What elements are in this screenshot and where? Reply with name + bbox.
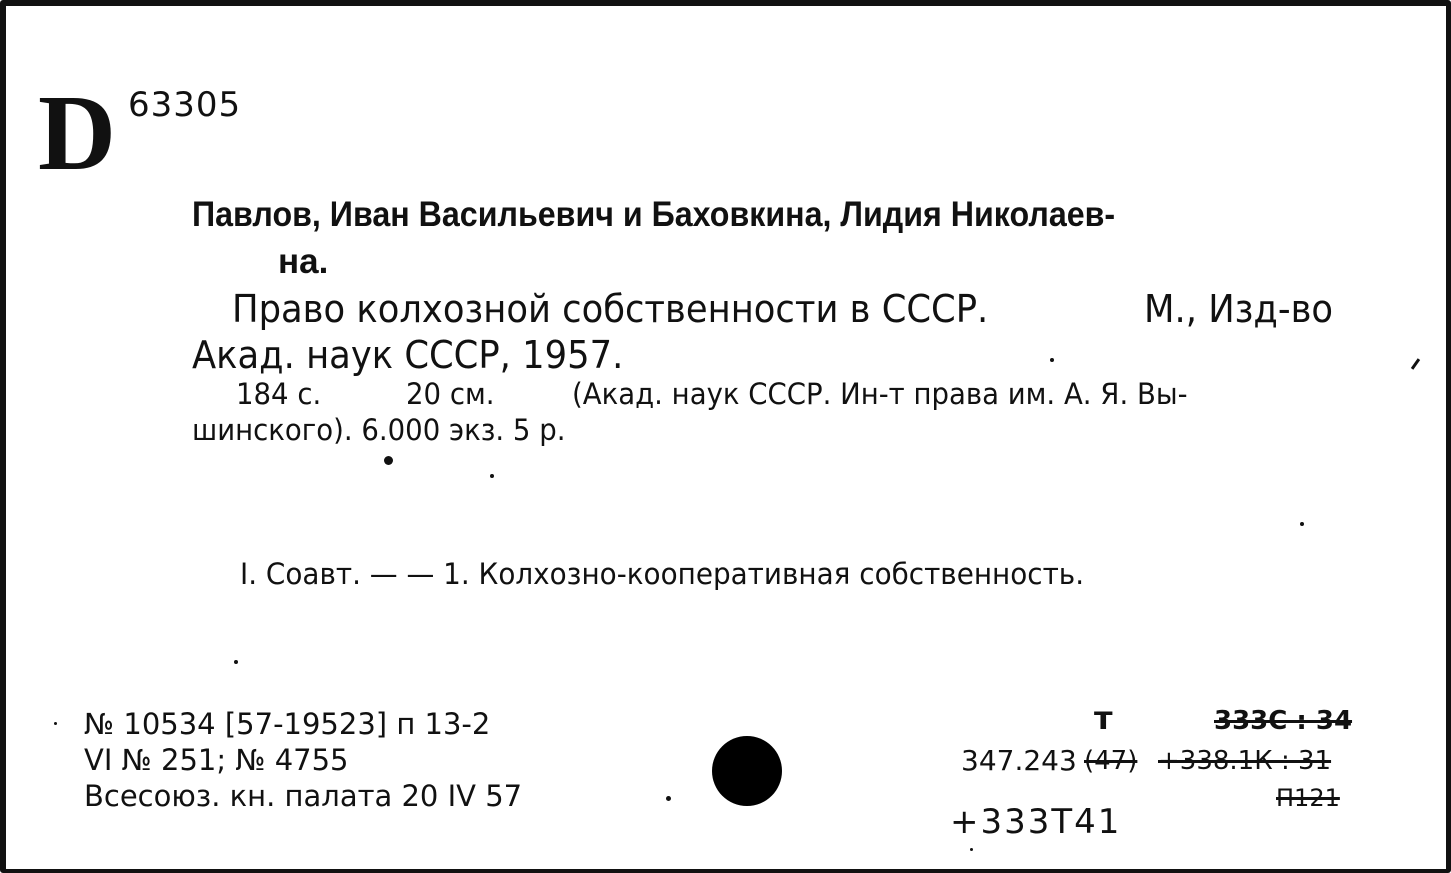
classification-struck-bottom: П121: [1276, 784, 1340, 812]
ink-dot: [54, 722, 57, 725]
classification-struck-2: +338.1К : 31: [1158, 746, 1332, 776]
ink-dot: [666, 796, 671, 801]
author-line-2: на.: [278, 242, 329, 281]
ink-dot: [490, 474, 494, 478]
series-note-cont: шинского). 6.000 экз. 5 р.: [192, 413, 566, 447]
ink-dot: [1300, 522, 1304, 526]
registry-line-1: № 10534 [57-19523] п 13-2: [84, 707, 491, 741]
classification-struck-top: 333С : 34: [1214, 706, 1353, 736]
mark-t: т: [1094, 699, 1113, 737]
punch-hole: [712, 736, 782, 806]
ink-tick: [1411, 358, 1420, 370]
ink-dot: [970, 848, 973, 851]
registry-line-2: VI № 251; № 4755: [84, 743, 349, 777]
classification-code: 347.243: [961, 744, 1077, 777]
call-number-handwritten: 63305: [128, 85, 242, 125]
registry-line-3: Всесоюз. кн. палата 20 IV 57: [84, 779, 523, 813]
ink-dot: [1050, 358, 1054, 362]
handwritten-classification: +333Т41: [950, 802, 1122, 842]
pages: 184 с.: [236, 377, 322, 411]
tracing-line: I. Соавт. — — 1. Колхозно-кооперативная собственность.: [240, 557, 1085, 591]
author-line-1: Павлов, Иван Васильевич и Баховкина, Лидия Николаев-: [192, 195, 1116, 234]
ink-dot: [384, 456, 393, 465]
ink-dot: [234, 660, 238, 664]
classification-struck-1: (47): [1084, 746, 1138, 776]
title-line-2: Акад. наук СССР, 1957.: [192, 333, 624, 377]
registry-block: [84, 706, 522, 814]
size: 20 см.: [406, 377, 495, 411]
imprint-place: М., Изд-во: [1144, 287, 1334, 331]
call-letter: D: [38, 74, 114, 193]
series-note: (Акад. наук СССР. Ин-т права им. А. Я. Вы-: [572, 377, 1188, 411]
title-line-1: Право колхозной собственности в СССР.: [232, 287, 989, 331]
